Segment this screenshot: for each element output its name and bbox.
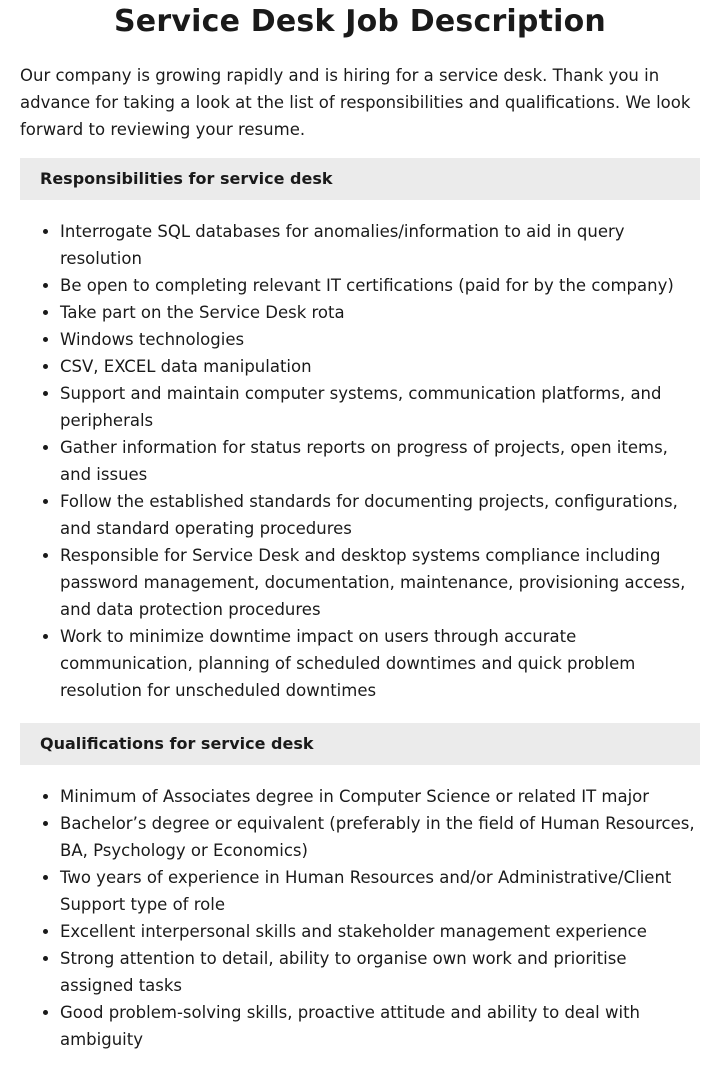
list-item: • Two years of experience in Human Resources and/or Administrative/Client Support type of role bbox=[60, 864, 700, 918]
list-item: • Take part on the Service Desk rota bbox=[60, 299, 700, 326]
list-item: • Interrogate SQL databases for anomalies/information to aid in query resolution bbox=[60, 218, 700, 272]
list-item: • Work to minimize downtime impact on users through accurate communication, planning of scheduled downtimes and quick problem resolution for unscheduled downtimes bbox=[60, 623, 700, 704]
list-item: • Responsible for Service Desk and desktop systems compliance including password management, documentation, maintenance, provisioning access, and data protection procedures bbox=[60, 542, 700, 623]
list-item: • Strong attention to detail, ability to organise own work and prioritise assigned tasks bbox=[60, 945, 700, 999]
list-item: • Gather information for status reports on progress of projects, open items, and issues bbox=[60, 434, 700, 488]
page-title: Service Desk Job Description bbox=[114, 4, 606, 39]
list-item: • Excellent interpersonal skills and stakeholder management experience bbox=[60, 918, 700, 945]
intro-paragraph: Our company is growing rapidly and is hiring for a service desk. Thank you in advance for taking a look at the list of responsibilities and qualifications. We look forward to reviewing your resume. bbox=[20, 66, 691, 139]
qualifications-list bbox=[20, 783, 700, 1053]
list-item: • CSV, EXCEL data manipulation bbox=[60, 353, 700, 380]
responsibilities-heading: Responsibilities for service desk bbox=[20, 158, 700, 200]
list-item: • Minimum of Associates degree in Computer Science or related IT major bbox=[60, 783, 700, 810]
responsibilities-list bbox=[20, 218, 700, 704]
list-item: • Bachelor’s degree or equivalent (preferably in the field of Human Resources, BA, Psychology or Economics) bbox=[60, 810, 700, 864]
qualifications-heading: Qualifications for service desk bbox=[20, 723, 700, 765]
list-item: • Windows technologies bbox=[60, 326, 700, 353]
list-item: • Good problem-solving skills, proactive attitude and ability to deal with ambiguity bbox=[60, 999, 700, 1053]
list-item: • Follow the established standards for documenting projects, configurations, and standard operating procedures bbox=[60, 488, 700, 542]
list-item: • Be open to completing relevant IT certifications (paid for by the company) bbox=[60, 272, 700, 299]
list-item: • Support and maintain computer systems, communication platforms, and peripherals bbox=[60, 380, 700, 434]
